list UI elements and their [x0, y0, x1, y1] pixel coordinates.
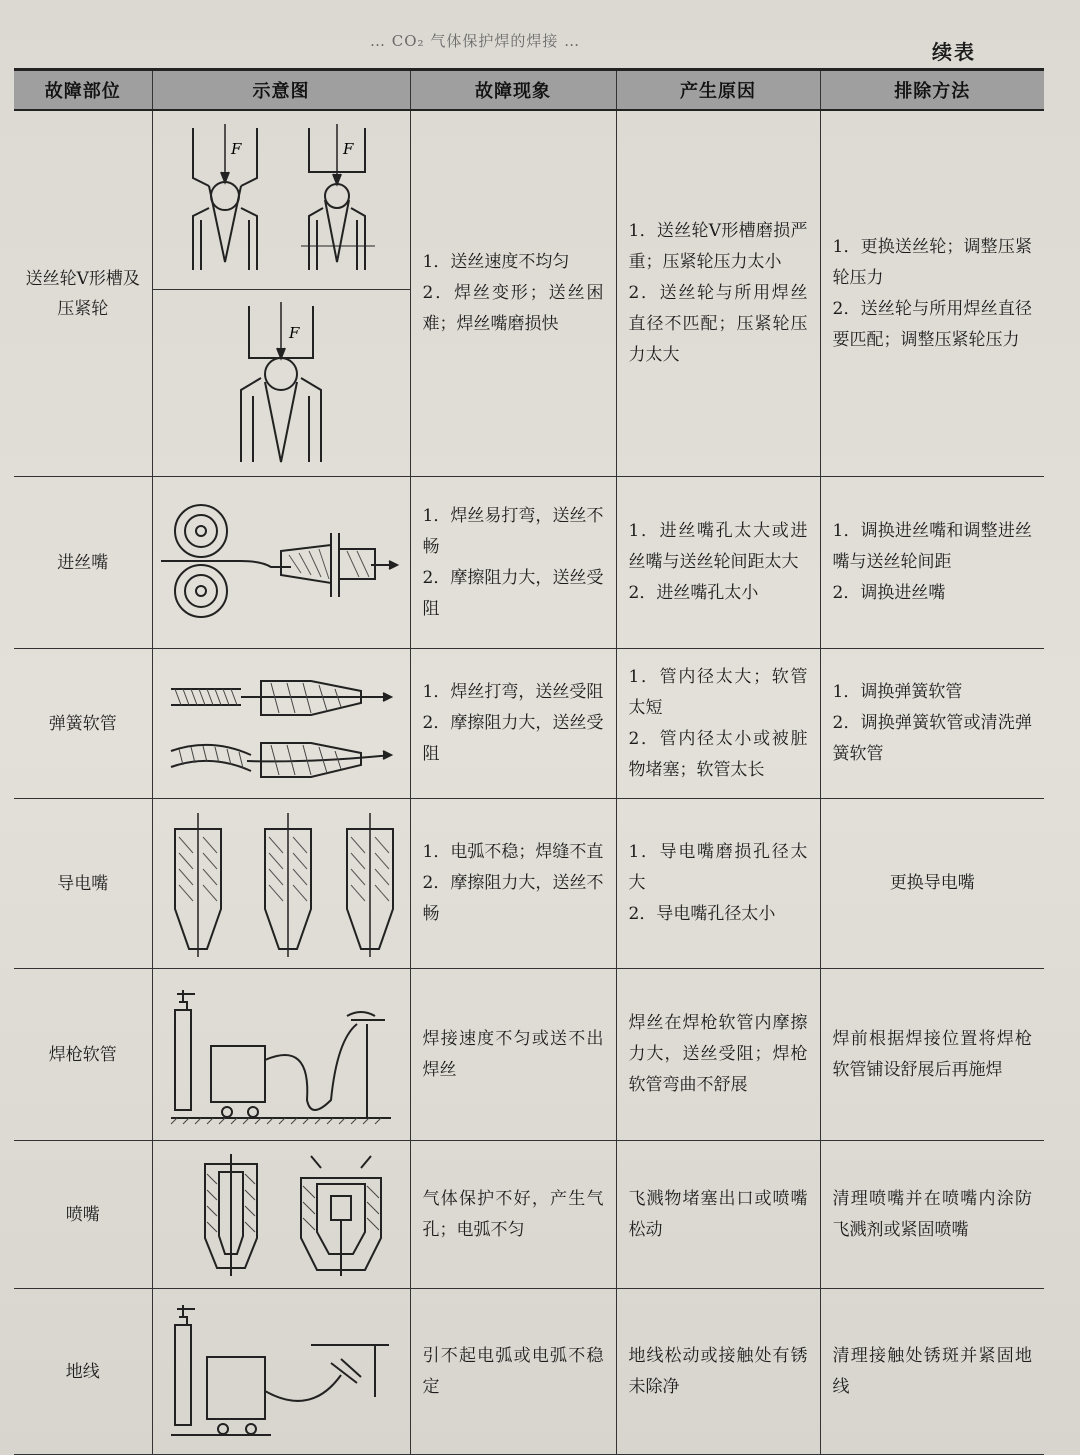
symptom-cell: 气体保护不好，产生气孔；电弧不匀 — [410, 1141, 616, 1289]
header-diagram: 示意图 — [152, 70, 410, 111]
table-row — [14, 477, 1044, 649]
table-row — [14, 1141, 1044, 1289]
location-cell: 送丝轮V形槽及压紧轮 — [14, 110, 152, 477]
symptom-cell: 引不起电弧或电弧不稳定 — [410, 1289, 616, 1455]
table-row — [14, 969, 1044, 1141]
diagram-cell — [152, 799, 410, 969]
header-remedy: 排除方法 — [820, 70, 1044, 111]
table-row — [14, 799, 1044, 969]
remedy-cell: 1．更换送丝轮；调整压紧轮压力 2．送丝轮与所用焊丝直径要匹配；调整压紧轮压力 — [820, 110, 1044, 477]
force-label: F — [231, 140, 242, 158]
header-row — [14, 70, 1044, 111]
ground-cable-diagram — [161, 1297, 401, 1447]
remedy-cell: 焊前根据焊接位置将焊枪软管铺设舒展后再施焊 — [820, 969, 1044, 1141]
remedy-cell: 1．调换弹簧软管 2．调换弹簧软管或清洗弹簧软管 — [820, 649, 1044, 799]
force-label: F — [289, 324, 300, 342]
table-row — [14, 1289, 1044, 1455]
spring-hose-diagram — [161, 659, 401, 789]
diagram-cell — [152, 649, 410, 799]
remedy-cell: 1．调换进丝嘴和调整进丝嘴与送丝轮间距 2．调换进丝嘴 — [820, 477, 1044, 649]
header-symptom: 故障现象 — [410, 70, 616, 111]
fault-table — [14, 68, 1044, 1455]
location-cell: 弹簧软管 — [14, 649, 152, 799]
roller-pressure-diagram — [211, 298, 351, 468]
nozzle-diagram — [161, 1150, 401, 1280]
remedy-cell: 清理接触处锈斑并紧固地线 — [820, 1289, 1044, 1455]
running-head: … CO₂ 气体保护焊的焊接 … — [370, 32, 581, 50]
roller-diagram-worn — [153, 111, 410, 289]
inlet-guide-diagram — [161, 493, 401, 633]
diagram-cell — [152, 1141, 410, 1289]
diagram-cell — [152, 1289, 410, 1455]
diagram-cell — [152, 110, 410, 477]
cause-cell: 地线松动或接触处有锈未除净 — [616, 1289, 820, 1455]
location-cell: 喷嘴 — [14, 1141, 152, 1289]
location-cell: 进丝嘴 — [14, 477, 152, 649]
symptom-cell: 1．焊丝易打弯，送丝不畅 2．摩擦阻力大，送丝受阻 — [410, 477, 616, 649]
cause-cell: 1．送丝轮V形槽磨损严重；压紧轮压力太小 2．送丝轮与所用焊丝直径不匹配；压紧轮压力太大 — [616, 110, 820, 477]
header-location: 故障部位 — [14, 70, 152, 111]
force-label: F — [343, 140, 354, 158]
location-cell: 导电嘴 — [14, 799, 152, 969]
contact-tip-diagram — [161, 809, 401, 959]
cause-cell: 1．管内径太大；软管太短 2．管内径太小或被脏物堵塞；软管太长 — [616, 649, 820, 799]
symptom-cell: 1．送丝速度不均匀 2．焊丝变形；送丝困难；焊丝嘴磨损快 — [410, 110, 616, 477]
torch-hose-diagram — [161, 980, 401, 1130]
symptom-cell: 1．焊丝打弯，送丝受阻 2．摩擦阻力大，送丝受阻 — [410, 649, 616, 799]
cause-cell: 1．导电嘴磨损孔径太大 2．导电嘴孔径太小 — [616, 799, 820, 969]
table-row — [14, 110, 1044, 477]
continued-label: 续表 — [932, 40, 976, 64]
diagram-cell — [152, 969, 410, 1141]
roller-diagram-mismatch — [153, 289, 410, 476]
remedy-cell: 清理喷嘴并在喷嘴内涂防飞溅剂或紧固喷嘴 — [820, 1141, 1044, 1289]
table-row — [14, 649, 1044, 799]
symptom-cell: 焊接速度不匀或送不出焊丝 — [410, 969, 616, 1141]
remedy-cell: 更换导电嘴 — [820, 799, 1044, 969]
v-groove-roller-diagram — [161, 120, 401, 280]
symptom-cell: 1．电弧不稳；焊缝不直 2．摩擦阻力大，送丝不畅 — [410, 799, 616, 969]
cause-cell: 焊丝在焊枪软管内摩擦力大，送丝受阻；焊枪软管弯曲不舒展 — [616, 969, 820, 1141]
location-cell: 地线 — [14, 1289, 152, 1455]
diagram-cell — [152, 477, 410, 649]
cause-cell: 1．进丝嘴孔太大或进丝嘴与送丝轮间距太大 2．进丝嘴孔太小 — [616, 477, 820, 649]
location-cell: 焊枪软管 — [14, 969, 152, 1141]
cause-cell: 飞溅物堵塞出口或喷嘴松动 — [616, 1141, 820, 1289]
header-cause: 产生原因 — [616, 70, 820, 111]
